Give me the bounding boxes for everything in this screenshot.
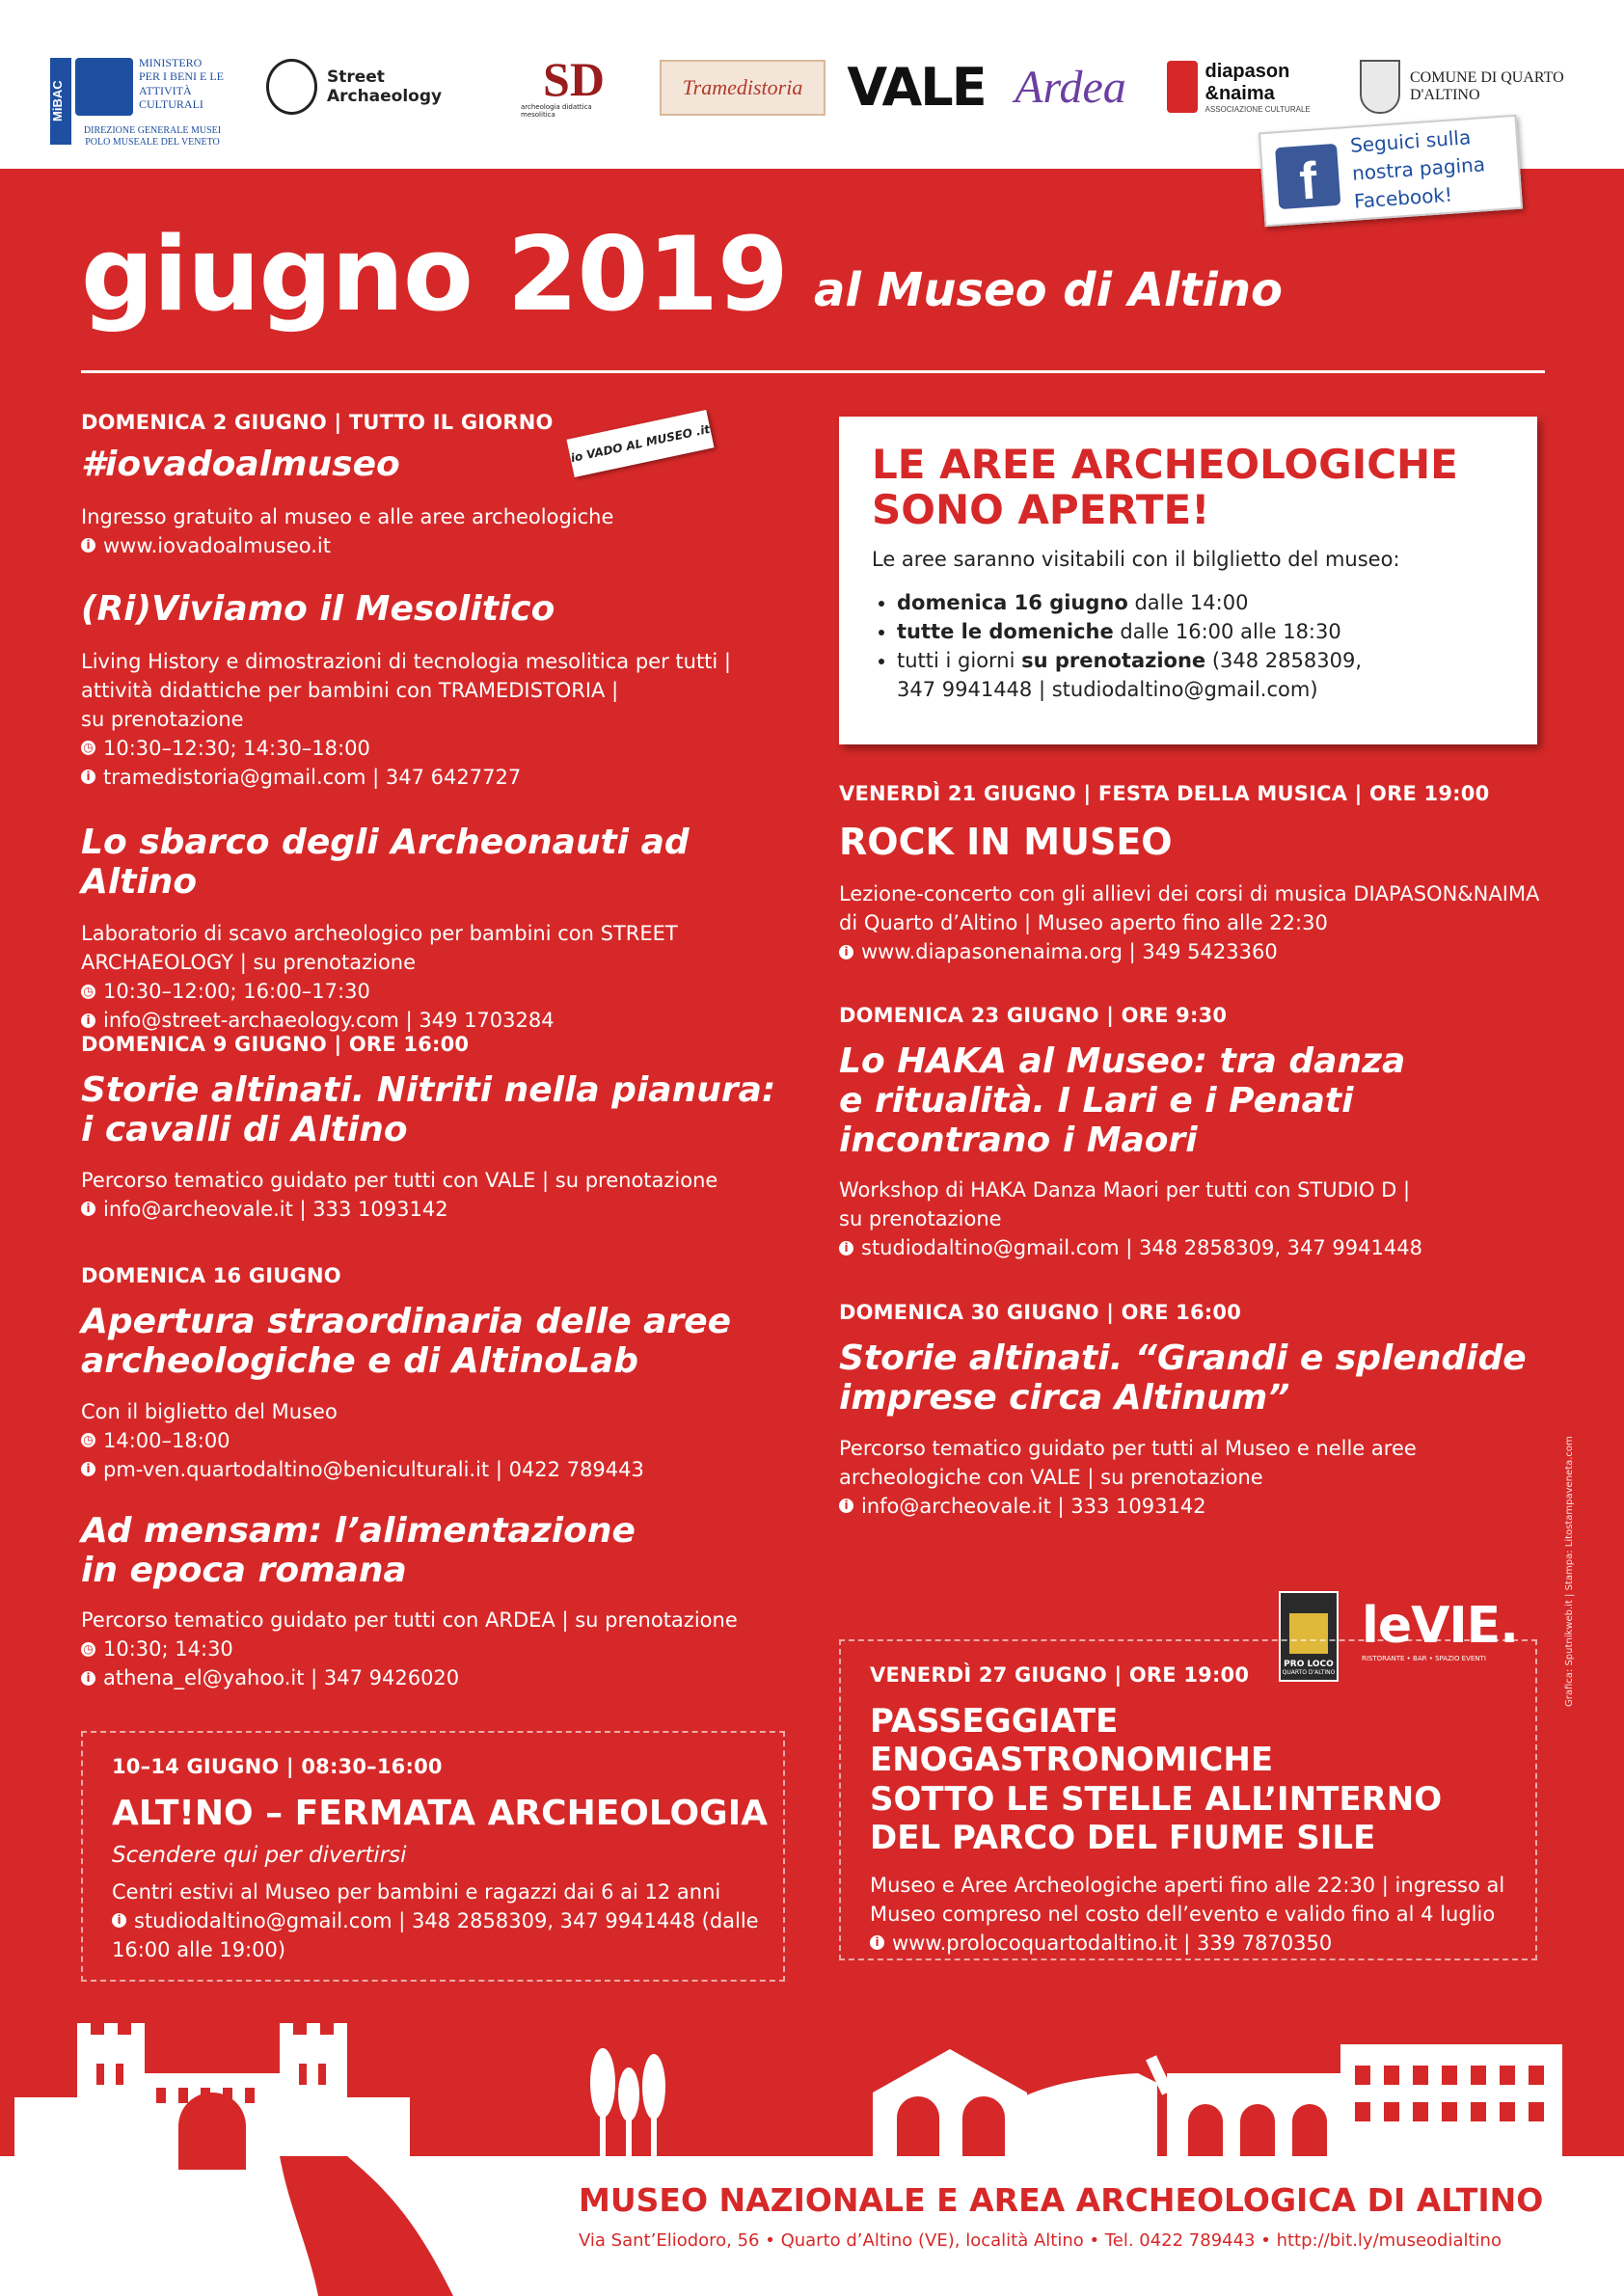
event-title: i cavalli di Altino xyxy=(81,1109,408,1149)
list-item-text: tutti i giorni xyxy=(897,649,1022,673)
comune-text: COMUNE DI QUARTO D'ALTINO xyxy=(1410,68,1564,103)
page-subtitle: al Museo di Altino xyxy=(814,263,1283,317)
street-archaeology-text: Street Archaeology xyxy=(326,68,443,106)
event-contact[interactable]: tramedistoria@gmail.com | 347 6427727 xyxy=(103,765,522,789)
event-date: DOMENICA 23 GIUGNO | ORE 9:30 xyxy=(839,1004,1228,1027)
list-item-text: 347 9941448 | studiodaltino@gmail.com) xyxy=(897,678,1318,702)
event-description: di Quarto d’Altino | Museo aperto fino alle 22:30 xyxy=(839,911,1328,935)
event-title: DEL PARCO DEL FIUME SILE xyxy=(870,1818,1376,1857)
tramedistoria-text: Tramedistoria xyxy=(682,75,803,99)
event-description: Ingresso gratuito al museo e alle aree archeologiche xyxy=(81,504,614,528)
event-description: Workshop di HAKA Danza Maori per tutti con STUDIO D | xyxy=(839,1178,1411,1202)
event-haka xyxy=(839,1003,1553,1262)
proloco-sub: QUARTO D'ALTINO xyxy=(1282,1669,1336,1676)
event-title: ALT!NO – FERMATA ARCHEOLOGIA xyxy=(112,1794,768,1834)
info-icon: i xyxy=(112,1913,126,1928)
footer-address: Via Sant’Eliodoro, 56 • Quarto d’Altino (VE), località Altino • Tel. 0422 789443 • http://bit.ly/museodialtino xyxy=(579,2230,1502,2251)
event-description: Percorso tematico guidato per tutti con ARDEA | su prenotazione xyxy=(81,1608,738,1633)
event-title: #iovadoalmuseo xyxy=(81,445,400,485)
event-description: attività didattiche per bambini con TRAMEDISTORIA | xyxy=(81,678,619,702)
event-title: ENOGASTRONOMICHE xyxy=(870,1741,1274,1780)
event-subtitle: Scendere qui per divertirsi xyxy=(112,1842,407,1868)
info-icon: i xyxy=(870,1935,884,1950)
event-apertura-straordinaria xyxy=(81,1263,785,1484)
card-title: SONO APERTE! xyxy=(872,486,1210,534)
levie-sub: RISTORANTE • BAR • SPAZIO EVENTI xyxy=(1362,1655,1486,1662)
proloco-text: PRO LOCO xyxy=(1284,1660,1334,1669)
list-item xyxy=(897,588,1504,617)
event-rock-in-museo xyxy=(839,781,1553,966)
passeggiate-box xyxy=(839,1639,1537,1960)
event-title: imprese circa Altinum” xyxy=(839,1377,1290,1418)
event-contact[interactable]: pm-ven.quartodaltino@beniculturali.it | 0422 789443 xyxy=(103,1457,644,1481)
event-date: DOMENICA 16 GIUGNO xyxy=(81,1264,341,1287)
list-item-text: dalle 14:00 xyxy=(1127,591,1249,615)
aree-aperte-card xyxy=(839,417,1537,744)
event-contact[interactable]: athena_el@yahoo.it | 347 9426020 xyxy=(103,1666,460,1690)
event-nitriti xyxy=(81,1032,785,1224)
event-archeonauti xyxy=(81,824,814,1035)
street-archaeology-logo xyxy=(266,53,488,121)
info-icon: i xyxy=(81,1671,95,1686)
event-date: DOMENICA 9 GIUGNO | ORE 16:00 xyxy=(81,1033,470,1056)
event-date: VENERDÌ 27 GIUGNO | ORE 19:00 xyxy=(870,1663,1250,1687)
event-contact[interactable]: studiodaltino@gmail.com | 348 2858309, 347 9941448 xyxy=(861,1236,1422,1260)
clock-icon: ◷ xyxy=(81,1642,95,1657)
event-title: in epoca romana xyxy=(81,1550,407,1590)
sd-logo xyxy=(521,53,627,121)
event-title: Lo HAKA al Museo: tra danza xyxy=(839,1041,1406,1082)
facebook-text: Seguici sulla nostra pagina Facebook! xyxy=(1349,124,1486,213)
event-date: VENERDÌ 21 GIUGNO | FESTA DELLA MUSICA | ORE 19:00 xyxy=(839,782,1490,805)
event-description: Living History e dimostrazioni di tecnologia mesolitica per tutti | xyxy=(81,649,731,673)
sd-mark: SD xyxy=(543,52,605,106)
event-description: Con il biglietto del Museo xyxy=(81,1399,338,1423)
tramedistoria-logo xyxy=(660,60,826,116)
list-item-text: dalle 16:00 alle 18:30 xyxy=(1113,620,1341,644)
mibac-logo xyxy=(50,50,224,156)
event-title: ROCK IN MUSEO xyxy=(839,821,1173,864)
event-title: incontrano i Maori xyxy=(839,1120,1198,1160)
info-icon: i xyxy=(839,1499,853,1513)
event-contact: 16:00 alle 19:00) xyxy=(112,1937,286,1961)
event-title: Storie altinati. “Grandi e splendide xyxy=(839,1338,1527,1379)
info-icon: i xyxy=(81,538,95,553)
card-title: LE AREE ARCHEOLOGICHE xyxy=(872,441,1458,488)
diapason-naima-logo xyxy=(1167,53,1331,121)
event-description: Centri estivi al Museo per bambini e ragazzi dai 6 ai 12 anni xyxy=(112,1879,721,1904)
mibac-text: MINISTERO PER I BENI E LE ATTIVITÀ CULTURALI xyxy=(139,56,224,112)
list-item xyxy=(897,646,1504,704)
info-icon: i xyxy=(839,945,853,959)
event-time: 14:00–18:00 xyxy=(103,1428,230,1452)
page-title: giugno 2019 xyxy=(81,215,788,334)
title-divider xyxy=(81,370,1545,373)
ardea-logo xyxy=(1003,53,1138,121)
event-contact[interactable]: info@street-archaeology.com | 349 1703284 xyxy=(103,1009,555,1033)
event-title: archeologiche e di AltinoLab xyxy=(81,1340,638,1381)
event-description: ARCHAEOLOGY | su prenotazione xyxy=(81,951,417,975)
event-title: PASSEGGIATE xyxy=(870,1702,1119,1742)
event-date: 10–14 GIUGNO | 08:30–16:00 xyxy=(112,1755,443,1778)
trowel-icon xyxy=(266,59,317,115)
clock-icon: ◷ xyxy=(81,1433,95,1447)
altino-skyline-illustration xyxy=(0,2006,1624,2296)
event-title: e ritualità. I Lari e i Penati xyxy=(839,1080,1354,1121)
event-time: 10:30–12:00; 16:00–17:30 xyxy=(103,980,370,1004)
event-title: Lo sbarco degli Archeonauti ad Altino xyxy=(81,823,690,902)
diapason-sub: ASSOCIAZIONE CULTURALE xyxy=(1204,104,1311,114)
event-date: DOMENICA 2 GIUGNO | TUTTO IL GIORNO xyxy=(81,411,554,434)
event-title: Storie altinati. Nitriti nella pianura: xyxy=(81,1070,776,1111)
comune-logo xyxy=(1360,53,1572,121)
event-description: Percorso tematico guidato per tutti con VALE | su prenotazione xyxy=(81,1168,718,1192)
list-item-bold: domenica 16 giugno xyxy=(897,591,1128,615)
opening-list xyxy=(872,588,1504,704)
iovadoalmuseo-stamp: io VADO AL MUSEO .it xyxy=(566,410,714,477)
list-item-text: (348 2858309, xyxy=(1205,649,1362,673)
event-description: Museo e Aree Archeologiche aperti fino alle 22:30 | ingresso al xyxy=(870,1873,1505,1897)
event-description: su prenotazione xyxy=(81,707,244,731)
info-icon: i xyxy=(81,1202,95,1216)
list-item-bold: su prenotazione xyxy=(1021,649,1206,673)
event-title: Ad mensam: l’alimentazione xyxy=(81,1511,636,1551)
event-title: (Ri)Viviamo il Mesolitico xyxy=(81,589,555,629)
event-date: DOMENICA 30 GIUGNO | ORE 16:00 xyxy=(839,1301,1242,1324)
mibac-emblem-icon xyxy=(75,58,133,116)
event-time: 10:30; 14:30 xyxy=(103,1637,233,1661)
coat-of-arms-icon xyxy=(1360,60,1400,114)
list-item xyxy=(897,617,1504,646)
sd-sub: archeologia didattica mesolitica xyxy=(521,103,592,119)
event-mesolitico xyxy=(81,590,785,792)
event-description: Lezione-concerto con gli allievi dei corsi di musica DIAPASON&NAIMA xyxy=(839,882,1540,906)
event-contact[interactable]: studiodaltino@gmail.com | 348 2858309, 347 9941448 (dalle xyxy=(134,1908,759,1932)
event-title: SOTTO LE STELLE ALL’INTERNO xyxy=(870,1779,1443,1819)
mibac-sub: DIREZIONE GENERALE MUSEI POLO MUSEALE DEL VENETO xyxy=(83,125,222,148)
facebook-icon[interactable]: f xyxy=(1275,144,1340,209)
event-contact[interactable]: info@archeovale.it | 333 1093142 xyxy=(861,1494,1206,1518)
event-title: Apertura straordinaria delle aree xyxy=(81,1302,732,1342)
facebook-badge[interactable] xyxy=(1259,115,1523,227)
event-grandi-imprese xyxy=(839,1300,1553,1521)
event-description: Laboratorio di scavo archeologico per bambini con STREET xyxy=(81,922,678,946)
event-ad-mensam xyxy=(81,1512,785,1692)
list-item-bold: tutte le domeniche xyxy=(897,620,1114,644)
print-credits: Grafica: Sputnikweb.it | Stampa: Litostampaveneta.com xyxy=(1564,1436,1575,1707)
clock-icon: ◷ xyxy=(81,985,95,999)
vale-text: VALE xyxy=(847,56,986,118)
clock-icon: ◷ xyxy=(81,741,95,755)
levie-text: leVIE. xyxy=(1362,1597,1518,1655)
info-icon: i xyxy=(81,1013,95,1028)
event-description: Museo compreso nel costo dell’evento e valido fino al 4 luglio xyxy=(870,1902,1496,1926)
event-contact[interactable]: info@archeovale.it | 333 1093142 xyxy=(103,1197,448,1221)
card-intro: Le aree saranno visitabili con il bilglietto del museo: xyxy=(872,548,1400,572)
footer-title: MUSEO NAZIONALE E AREA ARCHEOLOGICA DI ALTINO xyxy=(579,2181,1544,2219)
event-time: 10:30–12:30; 14:30–18:00 xyxy=(103,736,370,760)
event-description: su prenotazione xyxy=(839,1207,1002,1231)
event-contact[interactable]: www.prolocoquartodaltino.it | 339 7870350 xyxy=(892,1931,1333,1955)
info-icon: i xyxy=(81,770,95,784)
event-description: Percorso tematico guidato per tutti al Museo e nelle aree xyxy=(839,1436,1417,1460)
event-contact[interactable]: www.diapasonenaima.org | 349 5423360 xyxy=(861,940,1278,964)
event-contact[interactable]: www.iovadoalmuseo.it xyxy=(103,533,331,557)
altino-fermata-box xyxy=(81,1731,785,1982)
event-description: archeologiche con VALE | su prenotazione xyxy=(839,1465,1263,1489)
vale-logo xyxy=(847,53,986,121)
ardea-text: Ardea xyxy=(1015,61,1126,113)
diapason-mark-icon xyxy=(1167,61,1198,113)
diapason-text: diapason &naima xyxy=(1204,60,1290,104)
info-icon: i xyxy=(81,1462,95,1476)
mibac-mark: MiBAC xyxy=(50,58,71,145)
info-icon: i xyxy=(839,1241,853,1256)
